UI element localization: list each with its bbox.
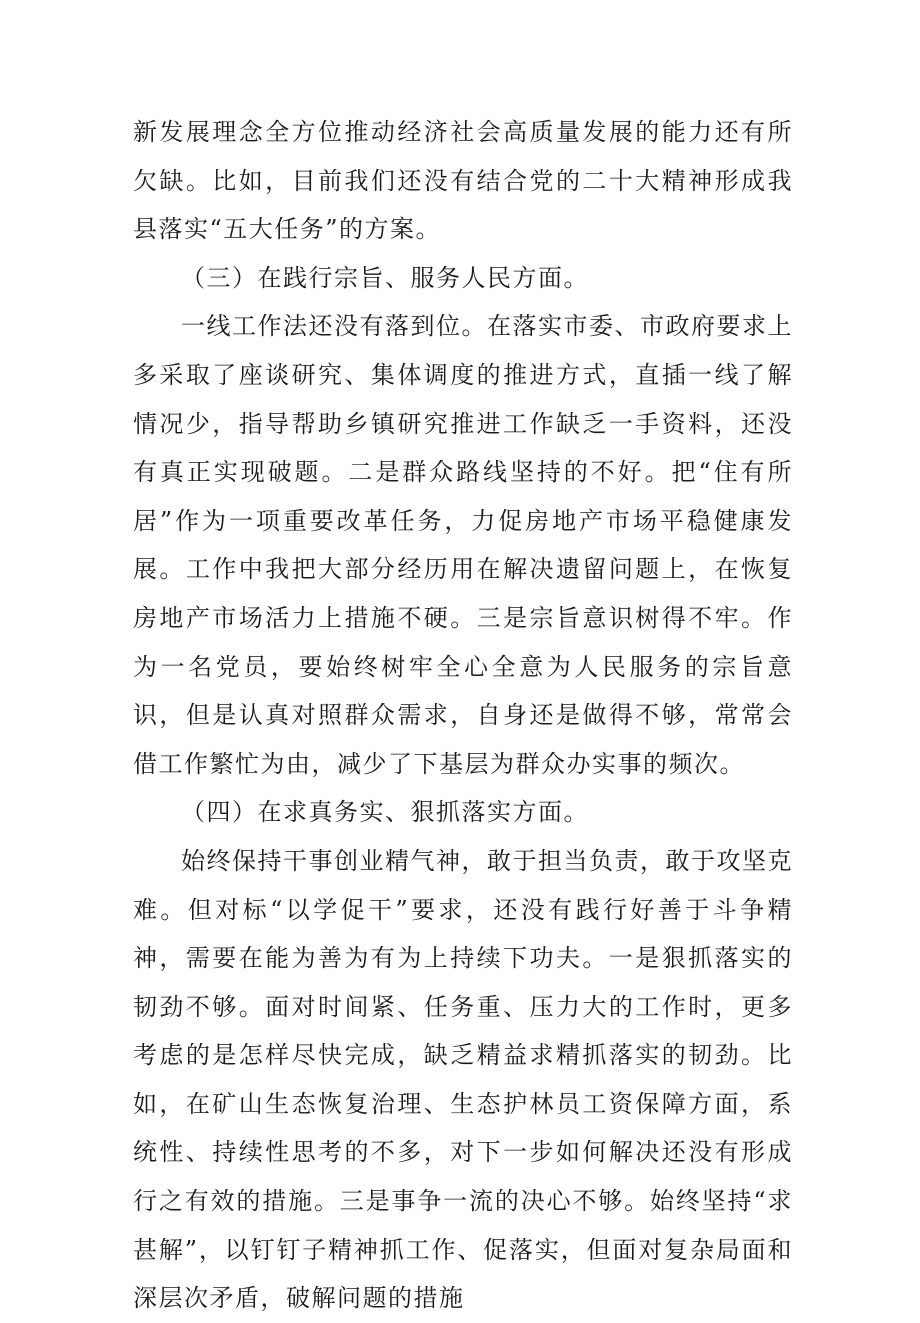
- section-heading-3: （三）在践行宗旨、服务人民方面。: [181, 263, 589, 292]
- section-heading-4: （四）在求真务实、狠抓落实方面。: [181, 798, 589, 827]
- document-body: [133, 108, 793, 1323]
- paragraph-section-4: 始终保持干事创业精气神，敢于担当负责，敢于攻坚克难。但对标“以学促干”要求，还没有践行好善于斗争精神，需要在能为善为有为上持续下功夫。一是狠抓落实的韧劲不够。面对时间紧、任务重、压力大的工作时，更多考虑的是怎样尽快完成，缺乏精益求精抓落实的韧劲。比如，在矿山生态恢复治理、生态护林员工资保障方面，系统性、持续性思考的不多，对下一步如何解决还没有形成行之有效的措施。三是事争一流的决心不够。始终坚持“求甚解”，以钉钉子精神抓工作、促落实，但面对复杂局面和深层次矛盾，破解问题的措施: [133, 846, 793, 1313]
- paragraph-continuation: 新发展理念全方位推动经济社会高质量发展的能力还有所欠缺。比如，目前我们还没有结合党的二十大精神形成我县落实“五大任务”的方案。: [133, 118, 793, 244]
- paragraph-section-3: 一线工作法还没有落到位。在落实市委、市政府要求上多采取了座谈研究、集体调度的推进方式，直插一线了解情况少，指导帮助乡镇研究推进工作缺乏一手资料，还没有真正实现破题。二是群众路线坚持的不好。把“住有所居”作为一项重要改革任务，力促房地产市场平稳健康发展。工作中我把大部分经历用在解决遗留问题上，在恢复房地产市场活力上措施不硬。三是宗旨意识树得不牢。作为一名党员，要始终树牢全心全意为人民服务的宗旨意识，但是认真对照群众需求，自身还是做得不够，常常会借工作繁忙为由，减少了下基层为群众办实事的频次。: [133, 312, 793, 778]
